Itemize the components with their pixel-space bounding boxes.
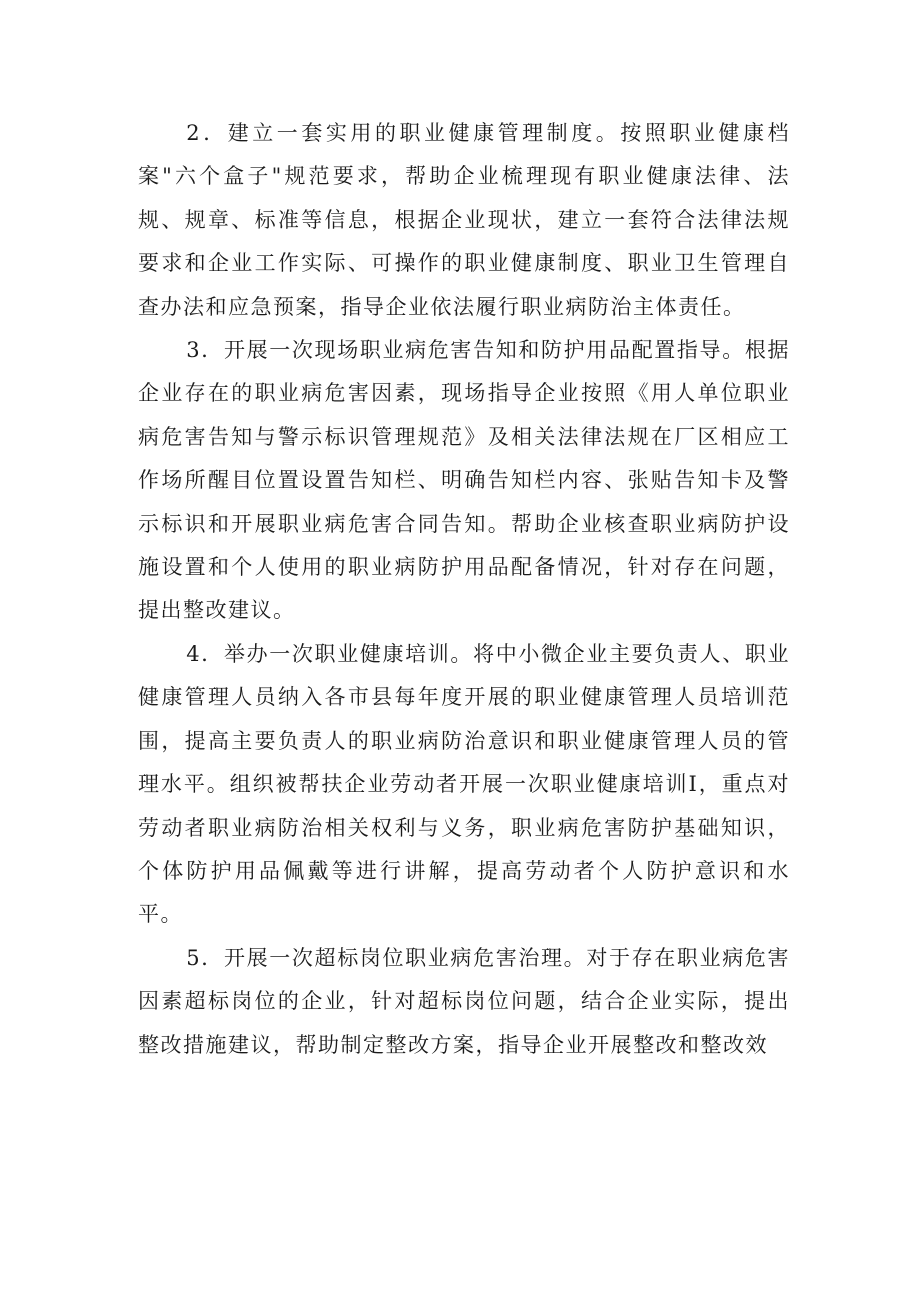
- paragraph-heading: 2．建立一套实用的职业健康管理制度。: [186, 121, 621, 145]
- paragraph-text: 将中小微企业主要负责人、职业健康管理人员纳入各市县每年度开展的职业健康管理人员培训范围，提高主要负责人的职业病防治意识和职业健康管理人员的管理水平。组织被帮扶企业劳动者开展一次职业健康培训I，重点对劳动者职业病防治相关权利与义务，职业病危害防护基础知识，个体防护用品佩戴等进行讲解，提高劳动者个人防护意识和水平。: [138, 641, 790, 927]
- paragraph-item-2: [138, 112, 790, 329]
- paragraph-item-4: [138, 633, 790, 937]
- paragraph-item-3: [138, 329, 790, 633]
- paragraph-heading: 3．开展一次现场职业病危害告知和防护用品配置指导。: [186, 338, 745, 363]
- document-body: [138, 112, 790, 1067]
- paragraph-heading: 4．举办一次职业健康培训。: [186, 641, 474, 666]
- paragraph-text: 对于存在职业病危害因素超标岗位的企业，针对超标岗位问题，结合企业实际，提出整改措施建议，帮助制定整改方案，指导企业开展整改和整改效: [138, 945, 791, 1057]
- paragraph-item-5: [138, 937, 790, 1067]
- paragraph-text: 按照职业健康档案"六个盒子"规范要求，帮助企业梳理现有职业健康法律、法规、规章、标准等信息，根据企业现状，建立一套符合法律法规要求和企业工作实际、可操作的职业健康制度、职业卫生管理自查办法和应急预案，指导企业依法履行职业病防治主体责任。: [138, 121, 791, 319]
- paragraph-heading: 5．开展一次超标岗位职业病危害治理。: [186, 945, 587, 970]
- paragraph-text: 根据企业存在的职业病危害因素，现场指导企业按照《用人单位职业病危害告知与警示标识管理规范》及相关法律法规在厂区相应工作场所醒目位置设置告知栏、明确告知栏内容、张贴告知卡及警示标识和开展职业病危害合同告知。帮助企业核查职业病防护设施设置和个人使用的职业病防护用品配备情况，针对存在问题，提出整改建议。: [138, 338, 791, 623]
